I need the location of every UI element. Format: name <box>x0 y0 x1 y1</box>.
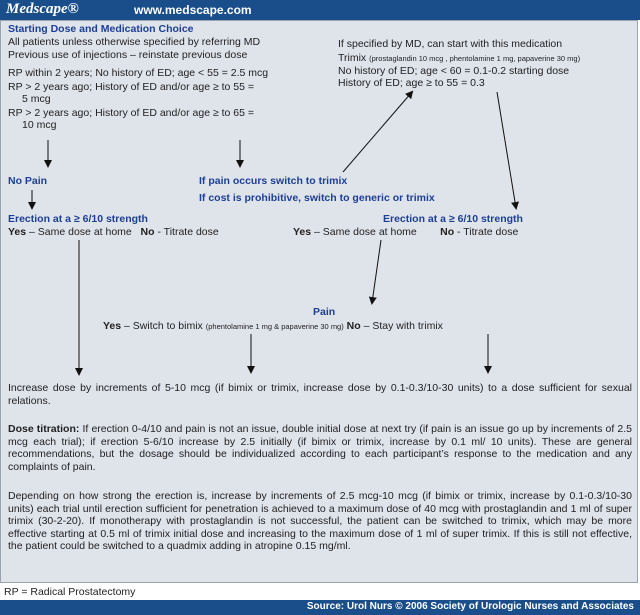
left-line: All patients unless otherwise specified by referring MD <box>8 36 261 48</box>
pain-title: Pain <box>313 306 336 318</box>
increase-paragraph: Increase dose by increments of 5-10 mcg (if bimix or trimix, increase dose by 0.1-0.3/10-30 units) to a dose sufficient for sexual relations. <box>8 382 632 407</box>
source-credit: Source: Urol Nurs © 2006 Society of Urologic Nurses and Associates <box>306 601 634 612</box>
no-pain-label: No Pain <box>8 175 48 187</box>
yes-label: Yes <box>103 320 122 332</box>
left-line: RP within 2 years; No history of ED; age < 55 = 2.5 mcg <box>8 67 269 79</box>
left-line: Previous use of injections – reinstate previous dose <box>8 49 248 61</box>
titration-text: If erection 0-4/10 and pain is not an issue, double initial dose at next try (if pain is an issue go up by increments of 2.5 mcg each trial); if erection 5-6/10 increase by 2.5 initially (if bimix or trimix, increase by 0.1 ml/ 10 units). These are general recommendations, but the dosage should be individualized according to each participant’s response to the medication and any complaints of pain. <box>8 423 632 473</box>
yes-text: – Same dose at home <box>26 226 132 238</box>
yes-label: Yes <box>293 226 312 238</box>
right-line: History of ED; age ≥ to 55 = 0.3 <box>338 77 485 89</box>
right-line: If specified by MD, can start with this medication <box>338 38 563 50</box>
starting-dose-title: Starting Dose and Medication Choice <box>8 23 194 35</box>
footnote: RP = Radical Prostatectomy <box>4 586 136 598</box>
arrow-trimix-to-erection <box>497 92 516 208</box>
arrow-ifpain-to-trimix <box>343 92 412 172</box>
cost-label: If cost is prohibitive, switch to generic or trimix <box>199 192 435 204</box>
right-line: No history of ED; age < 60 = 0.1-0.2 starting dose <box>338 65 570 77</box>
no-text: – Stay with trimix <box>360 320 443 332</box>
depending-paragraph: Depending on how strong the erection is, increase by increments of 2.5 mcg-10 mcg (if bimix or trimix, increase by 0.1-0.3/10-30 units) each trial until erection sufficient for penetration is achieved to a maximum dose of 40 mcg with prostaglandin and 1 ml of super trimix (30-2-20). If monotherapy with prostaglandin is not successful, the patient can be switched to trimix, which may be more effective starting at 0.5 ml of trimix initial dose and increasing to the maximum dose of 1 ml of super trimix. If this is still not effective, the patient could be switched to a quadmix adding in atropine 0.15 mg/ml. <box>8 490 632 552</box>
left-line: RP > 2 years ago; History of ED and/or age ≥ to 55 = <box>8 81 255 93</box>
erection-left-title: Erection at a ≥ 6/10 strength <box>8 213 148 225</box>
no-label: No <box>346 320 361 332</box>
brand-logo: Medscape® <box>6 1 79 17</box>
if-pain-label: If pain occurs switch to trimix <box>199 175 348 187</box>
titration-label: Dose titration: <box>8 423 80 435</box>
bimix-detail: (phentolamine 1 mg & papaverine 30 mg) <box>205 322 344 331</box>
no-label: No <box>440 226 455 238</box>
left-line: RP > 2 years ago; History of ED and/or age ≥ to 65 = <box>8 107 255 119</box>
no-label: No <box>140 226 155 238</box>
site-url[interactable]: www.medscape.com <box>134 3 252 17</box>
yes-label: Yes <box>8 226 27 238</box>
erection-right-title: Erection at a ≥ 6/10 strength <box>383 213 523 225</box>
left-line: 10 mcg <box>22 119 57 131</box>
trimix-label: Trimix <box>338 52 367 64</box>
arrow-erection-right-to-pain <box>372 240 381 303</box>
no-text: - Titrate dose <box>454 226 519 238</box>
left-line: 5 mcg <box>22 93 51 105</box>
no-text: - Titrate dose <box>154 226 219 238</box>
yes-text: – Switch to bimix <box>121 320 206 332</box>
trimix-detail: (prostaglandin 10 mcg , phentolamine 1 mg, papaverine 30 mg) <box>369 54 581 63</box>
yes-text: – Same dose at home <box>311 226 417 238</box>
